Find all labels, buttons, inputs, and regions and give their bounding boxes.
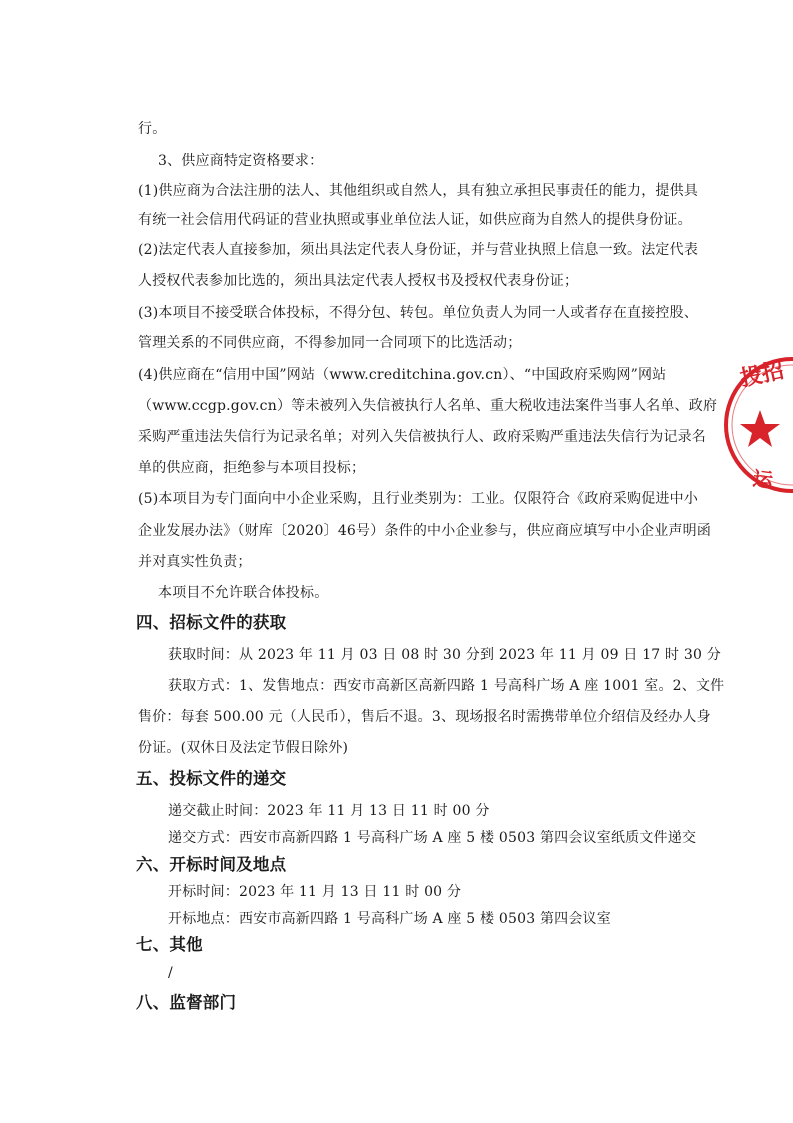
submit-deadline: 递交截止时间：2023 年 11 月 13 日 11 时 00 分 — [168, 803, 490, 819]
section-heading-4: 四、招标文件的获取 — [136, 613, 287, 632]
svg-text:运: 运 — [751, 466, 775, 493]
paragraph-line: (1)供应商为合法注册的法人、其他组织或自然人，具有独立承担民事责任的能力，提供具 — [138, 183, 699, 199]
submit-method: 递交方式：西安市高新四路 1 号高科广场 A 座 5 楼 0503 第四会议室纸质文件递交 — [168, 830, 697, 846]
paragraph-line: 有统一社会信用代码证的营业执照或事业单位法人证，如供应商为自然人的提供身份证。 — [138, 212, 692, 228]
acquire-time: 获取时间：从 2023 年 11 月 03 日 08 时 30 分到 2023 年 11 月 09 日 17 时 30 分 — [168, 647, 721, 663]
paragraph-line: （www.ccgp.gov.cn）等未被列入失信被执行人名单、重大税收违法案件当事人名单、政府 — [138, 398, 718, 414]
paragraph-line: 企业发展办法》（财库〔2020〕46号）条件的中小企业参与，供应商应填写中小企业声明函 — [138, 523, 712, 539]
section-heading-8: 八、监督部门 — [136, 993, 237, 1012]
acquire-method: 份证。(双休日及法定节假日除外) — [138, 740, 349, 756]
paragraph-line: (5)本项目为专门面向中小企业采购，且行业类别为：工业。仅限符合《政府采购促进中小 — [138, 491, 699, 507]
acquire-method: 获取方式：1、发售地点：西安市高新区高新四路 1 号高科广场 A 座 1001 室。2、文件 — [168, 678, 725, 694]
other-content: / — [168, 965, 173, 981]
paragraph-line: (4)供应商在“信用中国”网站（www.creditchina.gov.cn）、“中国政府采购网”网站 — [138, 367, 667, 383]
paragraph-line: 并对真实性负责； — [138, 554, 252, 570]
svg-text:投招: 投招 — [738, 358, 787, 392]
paragraph-line: 3、供应商特定资格要求： — [158, 153, 324, 169]
paragraph-line: (3)本项目不接受联合体投标，不得分包、转包。单位负责人为同一人或者存在直接控股、 — [138, 305, 699, 321]
opening-time: 开标时间：2023 年 11 月 13 日 11 时 00 分 — [168, 884, 462, 900]
paragraph-line: 采购严重违法失信行为记录名单；对列入失信被执行人、政府采购严重违法失信行为记录名 — [138, 429, 706, 445]
paragraph-line: 管理关系的不同供应商，不得参加同一合同项下的比选活动； — [138, 335, 522, 351]
section-heading-6: 六、开标时间及地点 — [136, 855, 287, 874]
paragraph-line: 单的供应商，拒绝参与本项目投标； — [138, 460, 366, 476]
paragraph-line: (2)法定代表人直接参加，须出具法定代表人身份证，并与营业执照上信息一致。法定代表 — [138, 242, 699, 258]
paragraph-line: 行。 — [138, 121, 167, 137]
opening-place: 开标地点：西安市高新四路 1 号高科广场 A 座 5 楼 0503 第四会议室 — [168, 911, 611, 927]
section-heading-5: 五、投标文件的递交 — [136, 769, 287, 788]
acquire-method: 售价：每套 500.00 元（人民币），售后不退。3、现场报名时需携带单位介绍信及经办人身 — [138, 709, 711, 725]
company-seal — [712, 340, 793, 510]
paragraph-line: 人授权代表参加比选的，须出具法定代表人授权书及授权代表身份证； — [138, 273, 579, 289]
section-heading-7: 七、其他 — [136, 935, 203, 954]
paragraph-line: 本项目不允许联合体投标。 — [158, 585, 329, 601]
